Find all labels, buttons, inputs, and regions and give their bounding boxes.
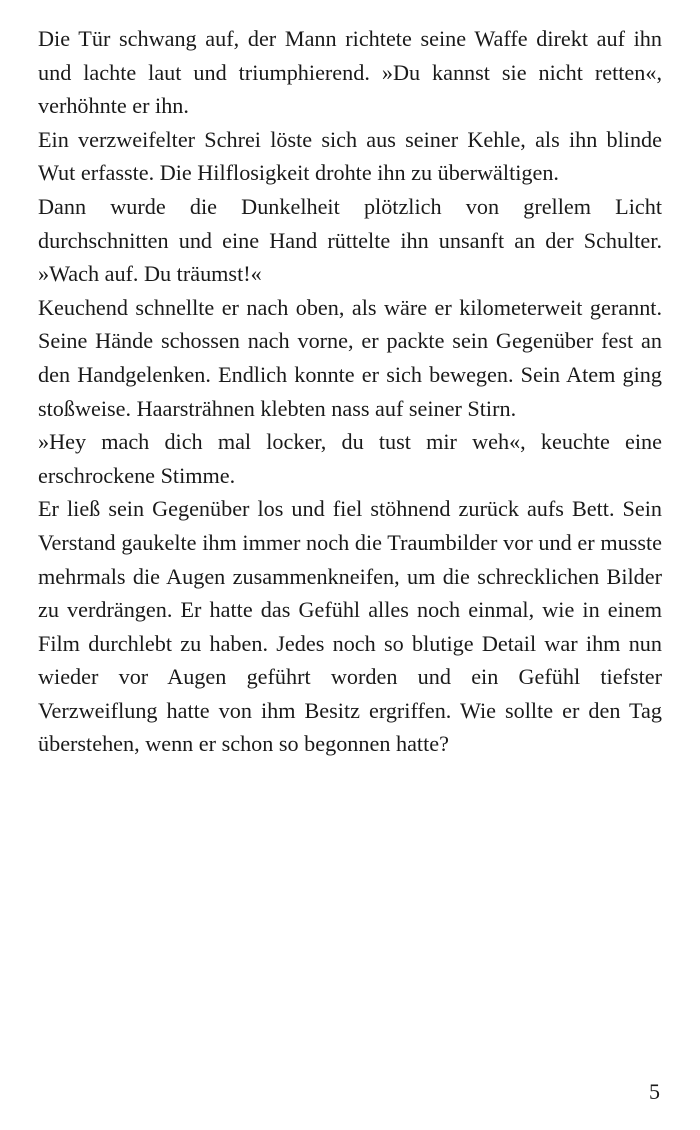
paragraph-3: Dann wurde die Dunkelheit plötzlich von grellem Licht durchschnitten und eine Hand rüttelte ihn unsanft an der Schulter. »Wach auf. Du träumst!« — [38, 193, 662, 287]
body-text — [38, 22, 662, 761]
paragraph-1: Die Tür schwang auf, der Mann richtete seine Waffe direkt auf ihn und lachte laut und triumphierend. »Du kannst sie nicht retten«, verhöhnte er ihn. — [38, 26, 662, 119]
paragraph-2: Ein verzweifelter Schrei löste sich aus seiner Kehle, als ihn blinde Wut erfasste. Die Hilflosigkeit drohte ihn zu überwältigen. — [38, 126, 662, 186]
paragraph-6: Er ließ sein Gegenüber los und fiel stöhnend zurück aufs Bett. Sein Verstand gaukelte ihm immer noch die Traumbilder vor und er musste mehrmals die Augen zusammenkneifen, um die schrecklichen Bilder zu verdrängen. Er hatte das Gefühl alles noch einmal, wie in einem Film durchlebt zu haben. Jedes noch so blutige Detail war ihm nun wieder vor Augen geführt worden und ein Gefühl tiefster Verzweiflung hatte von ihm Besitz ergriffen. Wie sollte er den Tag überstehen, wenn er schon so begonnen hatte? — [38, 496, 662, 757]
page-number: 5 — [649, 1079, 660, 1104]
paragraph-5: »Hey mach dich mal locker, du tust mir weh«, keuchte eine erschrockene Stimme. — [38, 429, 662, 488]
paragraph-4: Keuchend schnellte er nach oben, als wäre er kilometerweit gerannt. Seine Hände schossen nach vorne, er packte sein Gegenüber fest an den Handgelenken. Endlich konnte er sich bewegen. Sein Atem ging stoßweise. Haarsträhnen klebten nass auf seiner Stirn. — [38, 294, 662, 421]
